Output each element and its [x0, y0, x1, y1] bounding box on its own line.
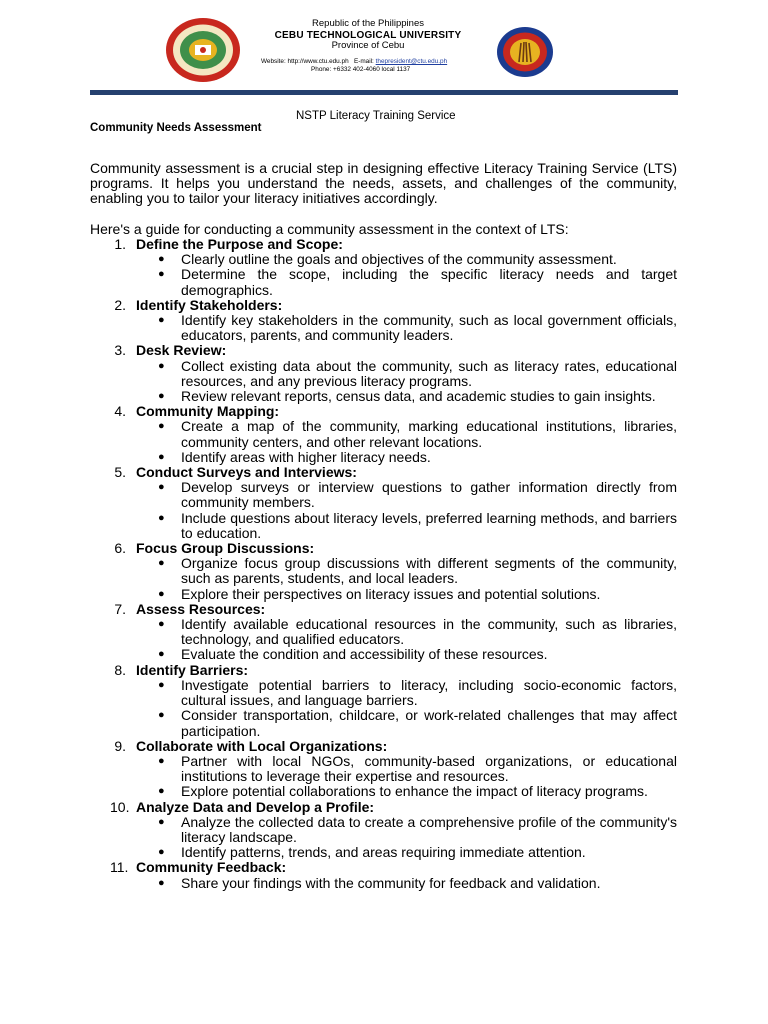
step-item [90, 343, 677, 404]
bullet-dot-icon: ● [158, 754, 165, 767]
bullet-text: Identify patterns, trends, and areas requiring immediate attention. [181, 844, 586, 861]
bullet-dot-icon: ● [158, 785, 165, 798]
bullet-item [136, 450, 677, 465]
phone-text: Phone: +6332 402-4060 local 1137 [311, 66, 411, 73]
intro-paragraph: Community assessment is a crucial step in designing effective Literacy Training Service (LTS) programs. It helps you understand the needs, assets, and challenges of the community, enabling you to tailor your literacy initiatives accordingly. [90, 160, 677, 207]
step-item [90, 465, 677, 541]
bullet-list [136, 252, 677, 298]
bullet-text: Clearly outline the goals and objectives of the community assessment. [181, 251, 617, 268]
bullet-item [136, 252, 677, 267]
bullet-dot-icon: ● [158, 268, 165, 281]
step-title: Define the Purpose and Scope: [136, 236, 343, 252]
bullet-dot-icon: ● [158, 359, 165, 372]
bullet-text: Explore their perspectives on literacy issues and potential solutions. [181, 585, 601, 602]
bullet-text: Include questions about literacy levels, preferred learning methods, and barriers to education. [181, 509, 677, 541]
bullet-dot-icon: ● [158, 618, 165, 631]
bullet-text: Review relevant reports, census data, and academic studies to gain insights. [181, 388, 656, 405]
bullet-item [136, 815, 677, 845]
bullet-text: Analyze the collected data to create a comprehensive profile of the community's literacy landscape. [181, 813, 677, 845]
bullet-list [136, 754, 677, 800]
bullet-item [136, 617, 677, 647]
step-number: 6. [114, 540, 126, 557]
step-number: 10. [110, 798, 130, 815]
step-number: 2. [114, 296, 126, 313]
header-divider [90, 90, 678, 95]
bullet-item [136, 389, 677, 404]
section-label: Community Needs Assessment [90, 122, 262, 134]
step-number: 3. [114, 342, 126, 359]
bullet-dot-icon: ● [158, 450, 165, 463]
step-item [90, 800, 677, 861]
bullet-text: Share your findings with the community for feedback and validation. [181, 874, 601, 891]
contact-info [261, 58, 501, 74]
bullet-text: Develop surveys or interview questions to gather information directly from community members. [181, 479, 677, 511]
bullet-list [136, 678, 677, 739]
bullet-dot-icon: ● [158, 648, 165, 661]
bullet-text: Identify key stakeholders in the community, such as local government officials, educators, parents, and community leaders. [181, 312, 677, 344]
bullet-item [136, 587, 677, 602]
bullet-dot-icon: ● [158, 253, 165, 266]
step-title: Identify Stakeholders: [136, 296, 283, 313]
bullet-item [136, 678, 677, 708]
step-number: 1. [114, 236, 126, 252]
bullet-dot-icon: ● [158, 709, 165, 722]
step-item [90, 860, 677, 890]
bullet-item [136, 313, 677, 343]
website-text: Website: http://www.ctu.edu.ph [261, 58, 349, 65]
bullet-dot-icon: ● [158, 846, 165, 859]
letterhead [0, 0, 768, 100]
bullet-item [136, 359, 677, 389]
bullet-item [136, 419, 677, 449]
asean-logo-icon [496, 26, 554, 78]
bullet-list [136, 313, 677, 343]
bullet-list [136, 359, 677, 405]
bullet-dot-icon: ● [158, 481, 165, 494]
step-number: 9. [114, 737, 126, 754]
step-title: Analyze Data and Develop a Profile: [136, 798, 375, 815]
step-title: Community Mapping: [136, 403, 280, 420]
step-title: Assess Resources: [136, 600, 266, 617]
bullet-dot-icon: ● [158, 314, 165, 327]
bullet-text: Organize focus group discussions with different segments of the community, such as parents, students, and local leaders. [181, 555, 677, 587]
bullet-item [136, 556, 677, 586]
bullet-item [136, 647, 677, 662]
letterhead-text [248, 19, 488, 52]
province-text: Province of Cebu [331, 40, 405, 52]
bullet-list [136, 815, 677, 861]
bullet-dot-icon: ● [158, 511, 165, 524]
bullet-list [136, 876, 677, 891]
university-seal-icon [165, 17, 241, 83]
bullet-item [136, 784, 677, 799]
step-number: 8. [114, 661, 126, 678]
bullet-text: Create a map of the community, marking educational institutions, libraries, community centers, and other relevant locations. [181, 418, 677, 450]
bullet-item [136, 511, 677, 541]
steps-list [90, 237, 677, 891]
step-item [90, 739, 677, 800]
step-title: Conduct Surveys and Interviews: [136, 464, 357, 481]
bullet-dot-icon: ● [158, 678, 165, 691]
bullet-list [136, 419, 677, 465]
bullet-dot-icon: ● [158, 390, 165, 403]
step-number: 4. [114, 403, 126, 420]
bullet-text: Explore potential collaborations to enhance the impact of literacy programs. [181, 783, 648, 800]
step-title: Identify Barriers: [136, 661, 249, 678]
bullet-dot-icon: ● [158, 420, 165, 433]
step-item [90, 541, 677, 602]
bullet-dot-icon: ● [158, 587, 165, 600]
bullet-text: Identify available educational resources in the community, such as libraries, technology, and qualified educators. [181, 616, 677, 648]
bullet-item [136, 480, 677, 510]
bullet-item [136, 845, 677, 860]
step-number: 7. [114, 600, 126, 617]
email-label: E-mail: [353, 58, 374, 65]
step-item [90, 663, 677, 739]
step-item [90, 237, 677, 298]
email-link[interactable]: thepresident@ctu.edu.ph [375, 58, 448, 65]
step-title: Desk Review: [136, 342, 227, 359]
bullet-text: Partner with local NGOs, community-based organizations, or educational institutions to leverage their expertise and resources. [181, 752, 677, 785]
republic-text: Republic of the Philippines [312, 18, 424, 29]
university-name: CEBU TECHNOLOGICAL UNIVERSITY [274, 29, 462, 41]
bullet-text: Collect existing data about the community, such as literacy rates, educational resources, and any previous literacy programs. [181, 357, 677, 389]
guide-intro: Here's a guide for conducting a community assessment in the context of LTS: [90, 221, 569, 237]
bullet-text: Determine the scope, including the specific literacy needs and target demographics. [181, 266, 677, 298]
bullet-item [136, 708, 677, 738]
step-title: Focus Group Discussions: [136, 540, 315, 557]
bullet-list [136, 556, 677, 602]
step-number: 5. [114, 464, 126, 481]
step-number: 11. [110, 859, 129, 876]
document-title: NSTP Literacy Training Service [296, 110, 456, 122]
bullet-dot-icon: ● [158, 815, 165, 828]
step-item [90, 602, 677, 663]
bullet-dot-icon: ● [158, 557, 165, 570]
step-item [90, 298, 677, 344]
bullet-list [136, 480, 677, 541]
step-title: Community Feedback: [136, 859, 287, 876]
bullet-text: Evaluate the condition and accessibility of these resources. [181, 646, 548, 663]
bullet-list [136, 617, 677, 663]
step-title: Collaborate with Local Organizations: [136, 737, 388, 754]
bullet-text: Consider transportation, childcare, or work-related challenges that may affect participation. [181, 707, 677, 739]
bullet-dot-icon: ● [158, 876, 165, 889]
bullet-item [136, 754, 677, 784]
bullet-item [136, 876, 677, 891]
bullet-text: Investigate potential barriers to literacy, including socio-economic factors, cultural issues, and language barriers. [181, 676, 677, 709]
bullet-text: Identify areas with higher literacy needs. [181, 448, 431, 465]
step-item [90, 404, 677, 465]
bullet-item [136, 267, 677, 297]
